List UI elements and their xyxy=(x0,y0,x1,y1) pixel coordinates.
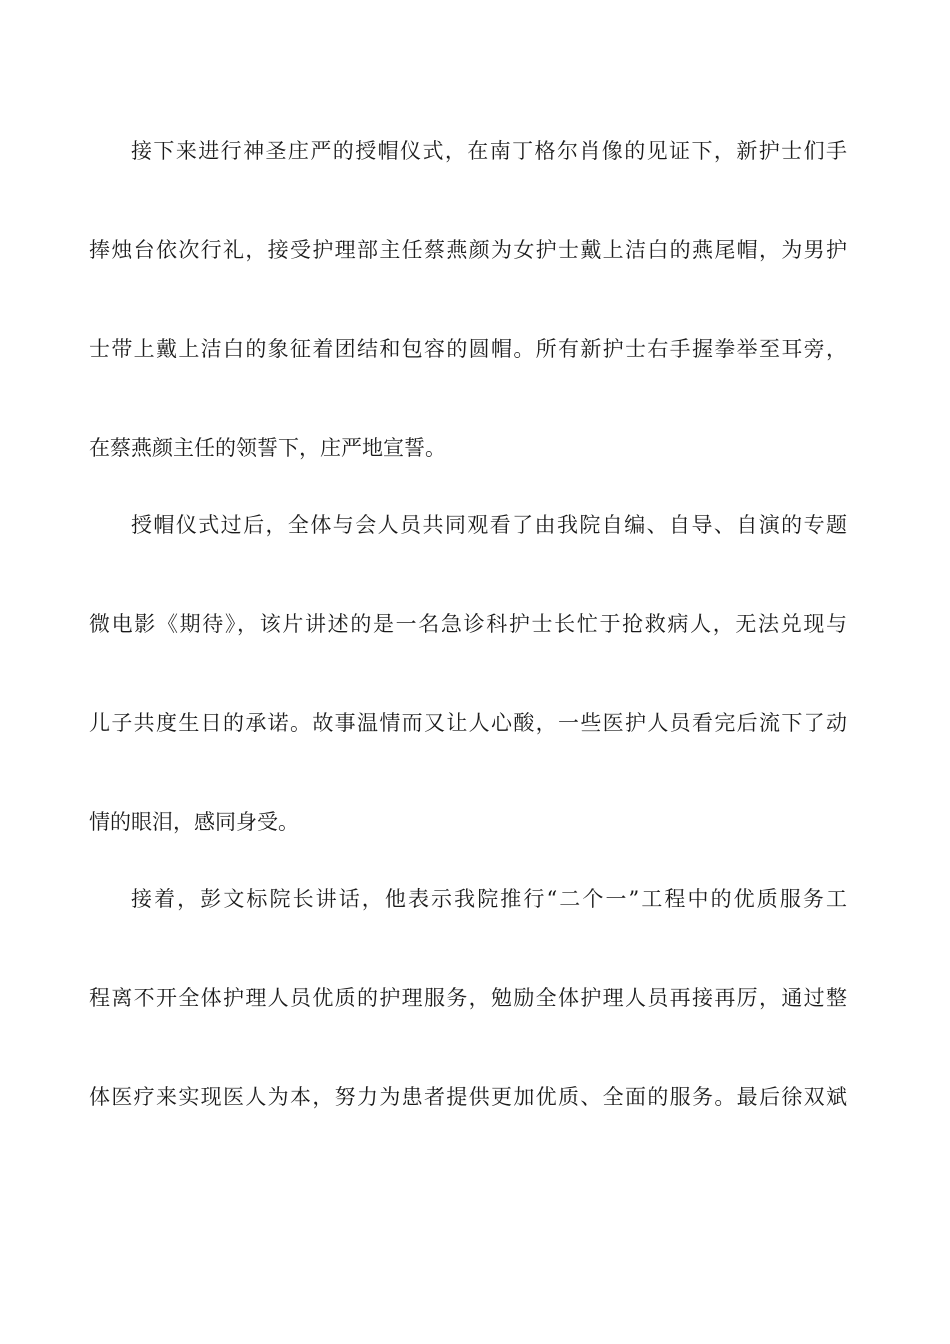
paragraph-1-line-3: 士带上戴上洁白的象征着团结和包容的圆帽。所有新护士右手握拳举至耳旁， xyxy=(89,337,847,361)
paragraph-3-line-3: 体医疗来实现医人为本，努力为患者提供更加优质、全面的服务。最后徐双斌 xyxy=(89,1085,847,1109)
paragraph-1-line-1: 接下来进行神圣庄严的授帽仪式，在南丁格尔肖像的见证下，新护士们手 xyxy=(131,139,847,163)
paragraph-2-line-4: 情的眼泪，感同身受。 xyxy=(89,810,299,834)
paragraph-3-line-2: 程离不开全体护理人员优质的护理服务，勉励全体护理人员再接再厉，通过整 xyxy=(89,986,847,1010)
paragraph-2-line-1: 授帽仪式过后，全体与会人员共同观看了由我院自编、自导、自演的专题 xyxy=(131,513,847,537)
paragraph-2-line-3: 儿子共度生日的承诺。故事温情而又让人心酸，一些医护人员看完后流下了动 xyxy=(89,711,847,735)
paragraph-2-line-2: 微电影《期待》，该片讲述的是一名急诊科护士长忙于抢救病人，无法兑现与 xyxy=(89,612,847,636)
paragraph-3-line-1: 接着，彭文标院长讲话，他表示我院推行“二个一”工程中的优质服务工 xyxy=(131,887,847,911)
paragraph-1-line-2: 捧烛台依次行礼，接受护理部主任蔡燕颜为女护士戴上洁白的燕尾帽，为男护 xyxy=(89,238,847,262)
paragraph-1-line-4: 在蔡燕颜主任的领誓下，庄严地宣誓。 xyxy=(89,436,446,460)
